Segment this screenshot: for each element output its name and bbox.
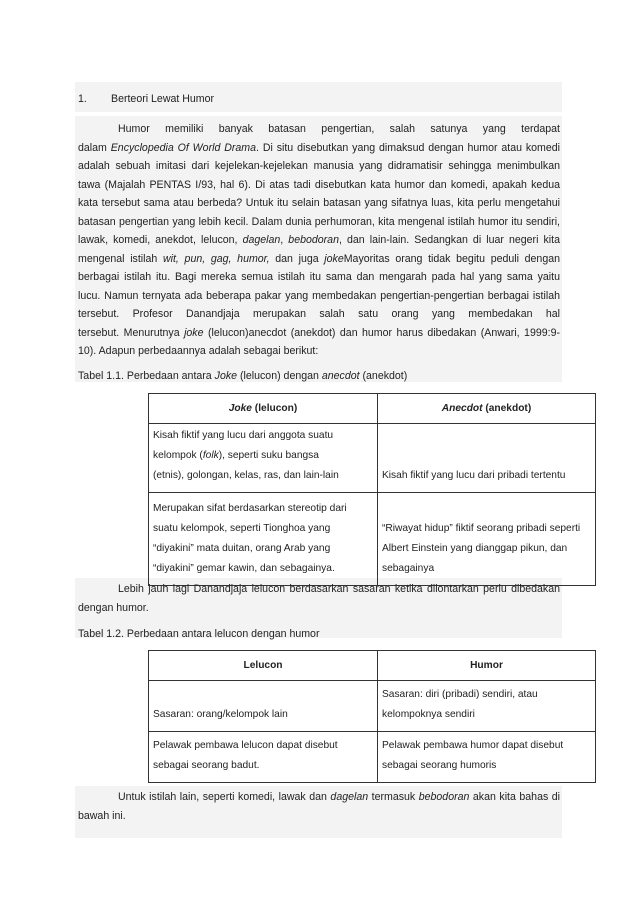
cell-line: Albert Einstein yang dianggap pikun, dan [382,543,568,554]
middle-line: Lebih jauh lagi Danandjaja lelucon berdasarkan sasaran ketika dilontarkan perlu dibedakan [118,583,560,595]
table2-caption: Tabel 1.2. Perbedaan antara lelucon dengan humor [78,628,320,640]
cell-line: kelompok (folk), seperti suku bangsa [153,450,319,461]
intro-line: lawak, komedi, anekdot, lelucon, dagelan, bebodoran, dan lain-lain. Sedangkan di luar negeri kita [78,234,560,246]
intro-line: batasan pengertian yang lebih kecil. Dalam dunia perhumoran, kita mengenal istilah humor itu sendiri, [78,215,560,228]
table2-cell [378,681,596,732]
cell-line: Merupakan sifat berdasarkan stereotip dari [153,503,347,514]
cell-line: “Riwayat hidup” fiktif seorang pribadi seperti [382,523,581,534]
intro-line: berbagai istilah itu. Bagi mereka semua istilah itu sama dan mengarah pada hal yang sama yaitu [78,271,560,283]
middle-paragraph [78,580,560,617]
cell-line: Pelawak pembawa lelucon dapat disebut [153,740,338,751]
cell-line: Kisah fiktif yang lucu dari anggota suatu [153,430,334,441]
table1-caption: Tabel 1.1. Perbedaan antara Joke (lelucon) dengan anecdot (anekdot) [78,370,408,382]
table1-cell [149,493,378,586]
table1 [148,393,596,586]
section-number: 1. [78,93,87,105]
table1-cell [378,424,596,493]
table1-header-joke: Joke (lelucon) [149,394,378,424]
section-title: Berteori Lewat Humor [111,93,215,105]
intro-line: adalah sebuah imitasi dari kejelekan-kejelekan manusia yang didramatisir sehingga menimbulkan [78,160,560,172]
table1-cell [378,493,596,586]
intro-line: tersebut. Profesor Danandjaja merupakan salah satu orang yang membedakan hal [78,308,560,320]
intro-line: tawa (Majalah PENTAS I/93, hal 6). Di atas tadi disebutkan kata humor dan komedi, apakah kedua [78,178,560,191]
table2-cell [149,732,378,783]
cell-line: kelompoknya sendiri [382,709,475,720]
table2-header-lelucon: Lelucon [149,651,378,681]
cell-line: sebagainya [382,563,435,574]
cell-line: Pelawak pembawa humor dapat disebut [382,740,564,751]
table2-cell [149,681,378,732]
cell-line: sebagai seorang humoris [382,760,497,771]
intro-line: Humor memiliki banyak batasan pengertian, salah satunya yang terdapat [118,123,560,135]
cell-line: Sasaran: diri (pribadi) sendiri, atau [382,689,538,700]
middle-line: dengan humor. [78,601,149,614]
intro-paragraph [78,120,560,361]
cell-line: Sasaran: orang/kelompok lain [153,709,288,720]
cell-line: Kisah fiktif yang lucu dari pribadi tertentu [382,470,566,481]
closing-line: bawah ini. [78,809,126,822]
table2-header-humor: Humor [378,651,596,681]
intro-line: mengenal istilah wit, pun, gag, humor, dan juga jokeMayoritas orang tidak begitu peduli dengan [78,252,560,265]
closing-line: Untuk istilah lain, seperti komedi, lawak dan dagelan termasuk bebodoran akan kita bahas di [118,791,561,803]
table1-cell [149,424,378,493]
table1-header-anecdot: Anecdot (anekdot) [378,394,596,424]
intro-line: tersebut. Menurutnya joke (lelucon)anecdot (anekdot) dan humor harus dibedakan (Anwari, 1999:9- [78,326,560,339]
cell-line: (etnis), golongan, kelas, ras, dan lain-lain [153,470,339,481]
table2 [148,650,596,783]
intro-line: dalam Encyclopedia Of World Drama. Di situ disebutkan yang dimaksud dengan humor atau komedi [78,141,561,154]
intro-line: lucu. Namun ternyata ada beberapa pakar yang membedakan pengertian-pengertian berbagai istilah [78,289,560,302]
cell-line: sebagai seorang badut. [153,760,260,771]
closing-paragraph [78,788,560,825]
table2-cell [378,732,596,783]
cell-line: “diyakini” gemar kawin, dan sebagainya. [153,563,335,574]
cell-line: suatu kelompok, seperti Tionghoa yang [153,523,331,534]
intro-line: kata tersebut sama atau berbeda? Untuk itu selain batasan yang sifatnya luas, kita perlu mengetahui [78,197,560,209]
intro-line: 10). Adapun perbedaannya adalah sebagai berikut: [78,345,319,357]
cell-line: “diyakini” mata duitan, orang Arab yang [153,543,331,554]
